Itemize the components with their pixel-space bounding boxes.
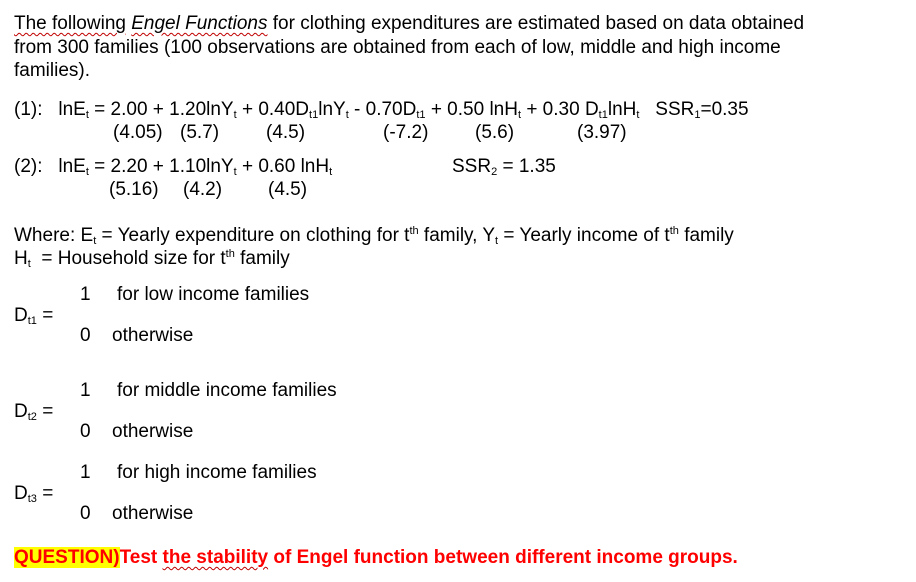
sub-t: t <box>636 109 640 121</box>
eq1-tstat-3: (-7.2) <box>383 122 429 143</box>
dummy1-zero: 0 <box>80 325 91 346</box>
dummy3-otherwise: otherwise <box>112 503 194 524</box>
eq1-term-b: + 0.40D <box>241 99 310 120</box>
where-h-family: family <box>240 248 290 269</box>
eq1-ssr-value: =0.35 <box>700 99 749 120</box>
dummy1-eq: = <box>42 305 54 326</box>
eq1-term-f: + 0.30 D <box>526 99 599 120</box>
dummy3-high: for high income families <box>117 462 317 483</box>
intro-text-engel: Engel Functions <box>131 13 268 34</box>
dummy1-otherwise: otherwise <box>112 325 194 346</box>
where-text-4: = Yearly income of t <box>503 225 670 246</box>
eq2-term-b: + 0.60 lnH <box>241 156 330 177</box>
dummy2-otherwise: otherwise <box>112 421 194 442</box>
dummy3-zero: 0 <box>80 503 91 524</box>
eq1-tstat-4: (5.6) <box>475 122 515 143</box>
eq2-ssr-block <box>452 156 556 178</box>
sup-th: th <box>225 248 235 260</box>
sup-th: th <box>669 225 679 237</box>
where-text-3: family, Y <box>423 225 496 246</box>
intro-line-1 <box>14 13 804 35</box>
dummy2-middle: for middle income families <box>117 380 337 401</box>
eq2-label: (2): <box>14 156 43 177</box>
sub-t: t <box>85 166 89 178</box>
question-test: Test <box>119 547 158 568</box>
eq2-tstat-0: (5.16) <box>109 179 159 200</box>
eq2-tstat-1: (4.2) <box>183 179 223 200</box>
eq2-lhs: lnE <box>58 156 86 177</box>
eq2-tstat-2: (4.5) <box>268 179 308 200</box>
dummy2-eq: = <box>42 401 54 422</box>
sub-t: t <box>345 109 349 121</box>
sub-t: t <box>233 166 237 178</box>
intro-line-2: from 300 families (100 observations are obtained from each of low, middle and high income <box>14 37 781 58</box>
sub-t1: t1 <box>309 109 319 121</box>
sub-t1: t1 <box>416 109 426 121</box>
eq1-term-g: lnH <box>607 99 637 120</box>
where-text-2: = Yearly expenditure on clothing for t <box>101 225 410 246</box>
dummy2-zero: 0 <box>80 421 91 442</box>
sub-1: 1 <box>694 109 701 121</box>
dummy1-label: $D_{t1}$ = <box>14 305 54 327</box>
sub-t2: t2 <box>27 411 37 423</box>
eq1-tstat-2: (4.5) <box>266 122 306 143</box>
sup-th: th <box>409 225 419 237</box>
where-line-2 <box>14 248 290 270</box>
eq2-term-a: = 2.20 + 1.10lnY <box>94 156 234 177</box>
where-h: H <box>14 248 28 269</box>
eq1-term-a: = 2.00 + 1.20lnY <box>94 99 234 120</box>
sub-t1: t1 <box>27 315 37 327</box>
eq1-tstat-5: (3.97) <box>577 122 627 143</box>
dummy1-one: 1 <box>80 284 91 305</box>
intro-text-rest: for clothing expenditures are estimated based on data obtained <box>272 13 805 34</box>
dummy3-label: $D_{t3}$ = <box>14 483 54 505</box>
equation-2 <box>14 156 332 178</box>
dummy2-label: $D_{t2}$ = <box>14 401 54 423</box>
sub-t: t <box>27 258 31 270</box>
sub-t: t <box>329 166 333 178</box>
dummy1-low: for low income families <box>117 284 310 305</box>
dummy3-one: 1 <box>80 462 91 483</box>
sub-t: t <box>517 109 522 121</box>
where-text-5: family <box>684 225 734 246</box>
question-line <box>14 546 738 570</box>
where-line-1 <box>14 225 734 247</box>
eq1-term-c: lnY <box>318 99 346 120</box>
equation-1 <box>14 99 749 121</box>
eq2-ssr-value: = 1.35 <box>502 156 556 177</box>
sub-t: t <box>85 109 89 121</box>
where-h-text: = Household size for t <box>41 248 226 269</box>
eq2-ssr: SSR <box>452 156 492 177</box>
sub-t: t <box>93 235 97 247</box>
eq1-ssr: SSR <box>655 99 695 120</box>
sub-t: t <box>233 109 237 121</box>
sub-2: 2 <box>491 166 498 178</box>
sub-t: t <box>495 235 499 247</box>
question-stability: the stability <box>162 547 269 568</box>
dummy3-eq: = <box>42 483 54 504</box>
question-label: QUESTION) <box>14 547 120 568</box>
eq1-lhs: lnE <box>58 99 86 120</box>
eq1-term-e: + 0.50 lnH <box>430 99 518 120</box>
where-text-1: Where: E <box>14 225 94 246</box>
eq1-term-d: - 0.70D <box>354 99 417 120</box>
eq1-tstat-0: (4.05) <box>113 122 163 143</box>
question-rest: of Engel function between different income groups. <box>273 547 738 568</box>
sub-t3: t3 <box>27 493 37 505</box>
intro-line-3: families). <box>14 60 91 81</box>
eq1-label: (1): <box>14 99 43 120</box>
eq1-tstat-1: (5.7) <box>180 122 220 143</box>
dummy2-one: 1 <box>80 380 91 401</box>
sub-t1: t1 <box>598 109 608 121</box>
intro-text-following: The following <box>14 13 126 34</box>
